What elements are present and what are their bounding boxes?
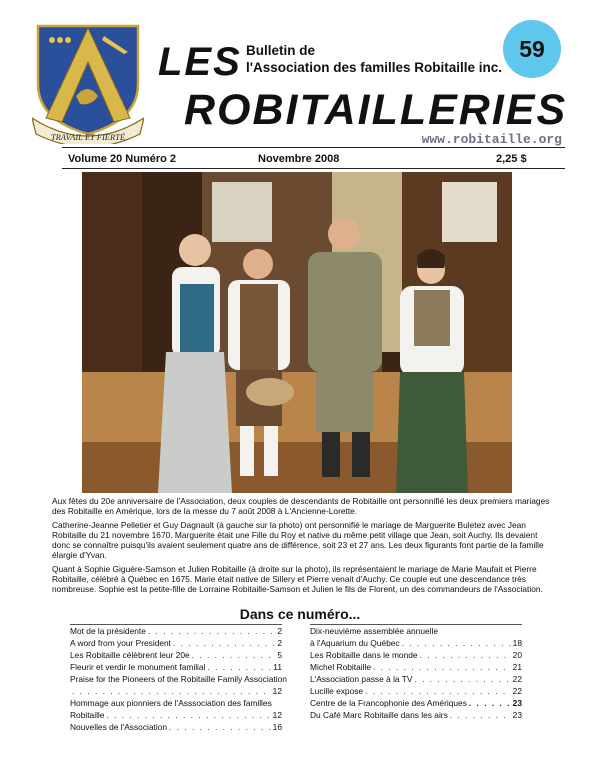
issue-volume: Volume 20 Numéro 2 [68,153,176,165]
header-rule-top [62,147,565,148]
toc-item[interactable]: Michel Robitaille . . . 21 [310,661,522,673]
toc-item[interactable]: L'Association passe à la TV . . . 22 [310,673,522,685]
crest-motto: TRAVAIL ET FIERTÉ [50,132,126,142]
toc-item[interactable]: Les Robitaille dans le monde . . . 20 [310,649,522,661]
issue-date: Novembre 2008 [258,153,340,165]
issue-number-badge: 59 [503,20,561,78]
toc-item[interactable]: Centre de la Francophonie des Amériques . . . 23 [310,697,522,709]
toc-item[interactable]: Hommage aux pionniers de l'Asssociation des familles Robitaille . . . 12 [70,697,282,721]
masthead-les: LES [158,40,242,84]
toc-item[interactable]: Mot de la présidente . . . 2 [70,625,282,637]
caption-intro: Aux fêtes du 20e anniversaire de l'Association, deux couples de descendants de Robitaille ont personnifié les deux premiers mariages des Robitaille en Amérique, lors de la messe du 7 août 2008 à L'Ancienne-Lorette. [52,496,550,516]
toc-item[interactable]: Praise for the Pioneers of the Robitaille Family Association . . . 12 [70,673,282,697]
issue-price: 2,25 $ [496,153,527,165]
masthead-subtitle [246,42,502,76]
masthead-title: ROBITAILLERIES [184,86,568,134]
subtitle-line-2: l'Association des familles Robitaille inc. [246,60,503,75]
toc-item[interactable]: Lucille expose . . . 22 [310,685,522,697]
website-link[interactable]: www.robitaille.org [421,132,562,147]
family-crest [32,22,144,144]
toc-item[interactable]: Du Café Marc Robitaille dans les airs . . . 23 [310,709,522,721]
caption-right-couple: Quant à Sophie Giguère-Samson et Julien Robitaille (à droite sur la photo), ils représentaient le mariage de Marie Maufait et Pierre Robitaille, célébré à Québec en 1675. Marie était native de Sillery et Pierre venait d'Auchy. Ce couple eut une descendance très nombreuse. Sophie est la petite-fille de Lorraine Robitaille-Samson et Julien le fils de Florent, un des commandeurs de l'Association. [52,564,543,594]
cover-photo [82,172,512,493]
header-rule-bottom [62,168,565,169]
toc-item[interactable]: Les Robitaille célèbrent leur 20e . . . 5 [70,649,282,661]
toc-left-column [70,624,287,733]
caption-left-couple: Catherine-Jeanne Pelletier et Guy Dagnault (à gauche sur la photo) ont personnifié le mariage de Marguerite Buletez avec Jean Robitaille du 21 novembre 1670. Marguerite était une Fille du Roy et native du même petit village que Jean, soit Auchy. Ils devaient donc se connaître puisqu'ils avaient seulement quatre ans de différence, soit 23 et 27 ans. Les deux figurants font partie de la famille élargie d'Yvan. [52,520,544,560]
toc-item[interactable]: Fleurir et verdir le monument familial . . . 11 [70,661,282,673]
toc-right-column [310,624,522,721]
toc-title: Dans ce numéro... [239,606,361,622]
toc-item[interactable]: A word from your President . . . 2 [70,637,282,649]
toc-item[interactable]: Nouvelles de l'Association . . . 16 [70,721,282,733]
subtitle-line-1: Bulletin de [246,43,316,58]
toc-item[interactable]: Dix-neuvième assemblée annuelle à l'Aquarium du Québec . . . 18 [310,625,522,649]
